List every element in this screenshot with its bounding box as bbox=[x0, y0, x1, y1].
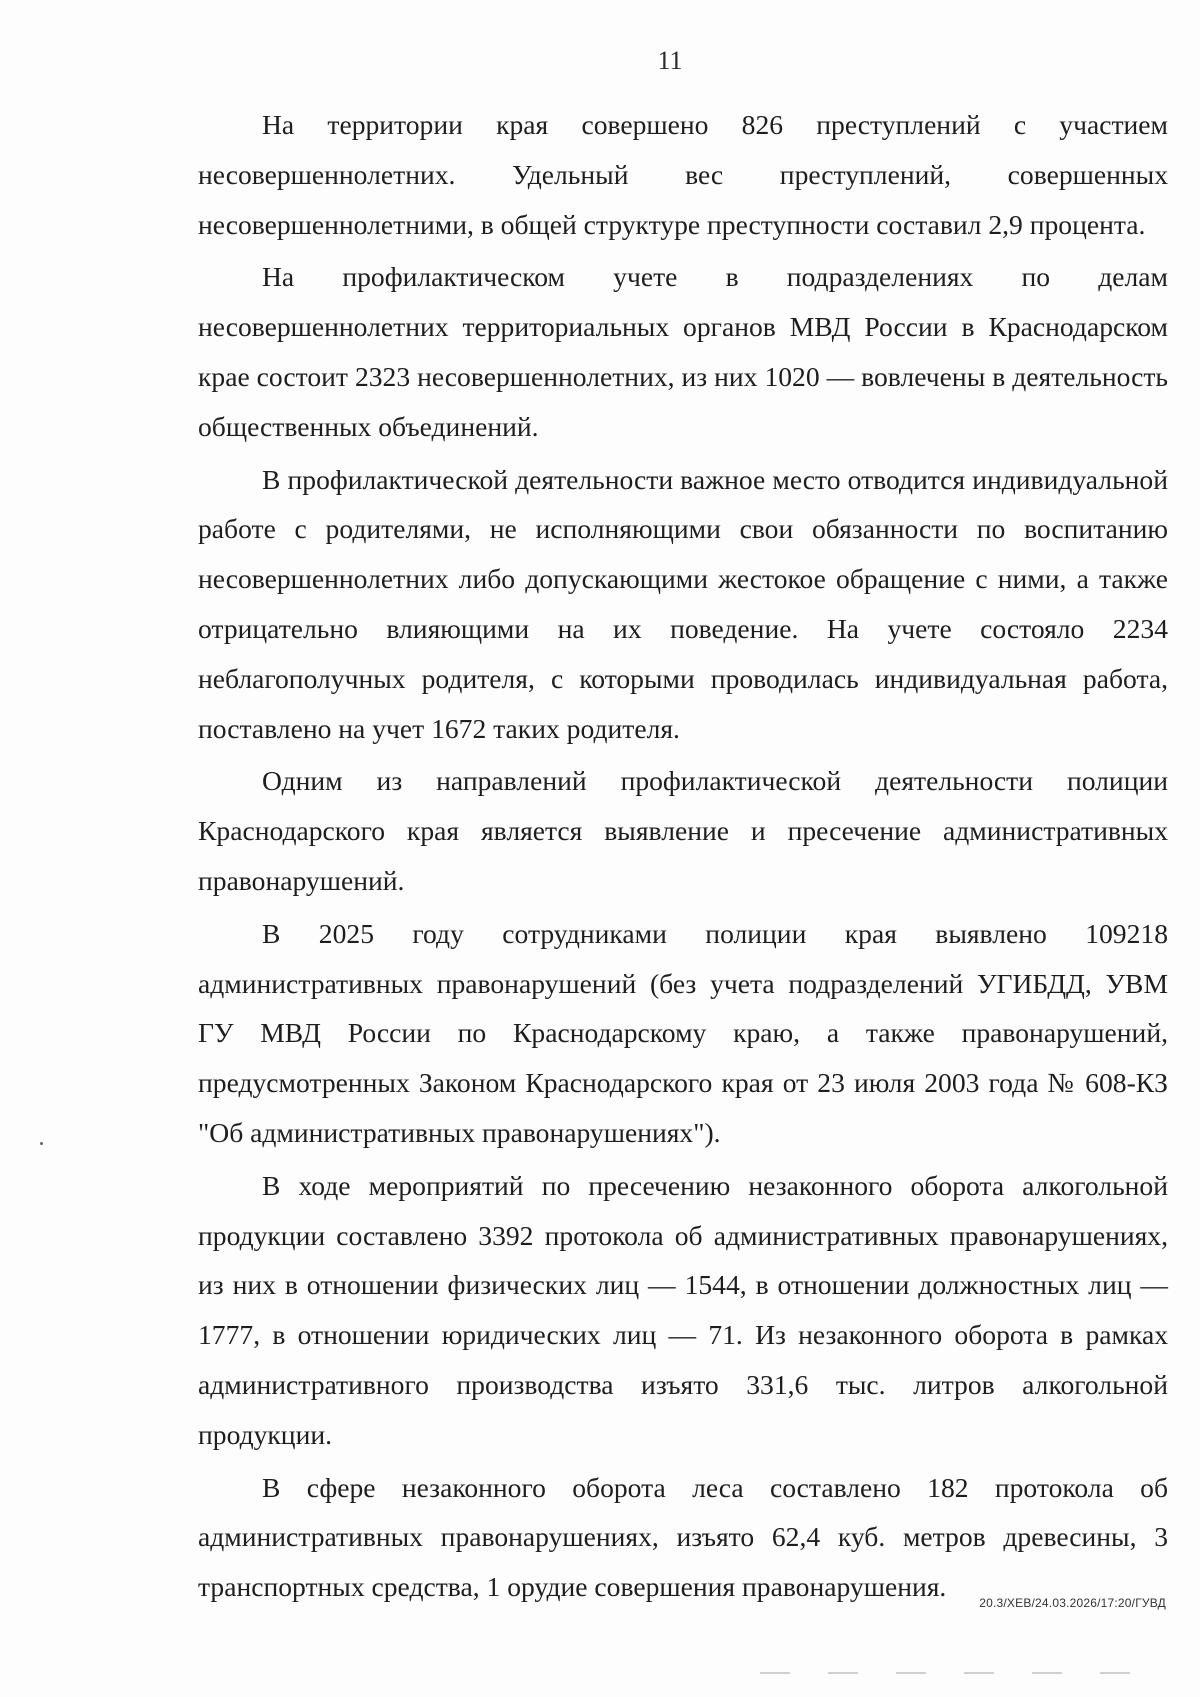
scan-edge-marks bbox=[760, 1672, 1180, 1676]
document-body bbox=[198, 100, 1168, 1615]
paragraph-juvenile-crimes: На территории края совершено 826 преступлений с участием несовершеннолетних. Удельный вес преступлений, совершенных несовершеннолетними, в общей структуре преступности составил 2,9 процента. bbox=[198, 109, 1168, 240]
paragraph-work-with-parents: В профилактической деятельности важное место отводится индивидуальной работе с родителями, не исполняющими свои обязанности по воспитанию несовершеннолетних либо допускающими жестокое обращение с ними, а также отрицательно влияющими на их поведение. На учете состояло 2234 неблагополучных родителя, с которыми проводилась индивидуальная работа, поставлено на учет 1672 таких родителя. bbox=[198, 463, 1168, 744]
edge-mark bbox=[1100, 1672, 1130, 1674]
edge-mark bbox=[828, 1672, 858, 1674]
edge-mark bbox=[1032, 1672, 1062, 1674]
paragraph-preventive-registration: На профилактическом учете в подразделениях по делам несовершеннолетних территориальных органов МВД России в Краснодарском крае состоит 2323 несовершеннолетних, из них 1020 — вовлечены в деятельность общественных объединений. bbox=[198, 261, 1168, 442]
registration-stamp: 20.3/ХЕВ/24.03.2026/17:20/ГУВД bbox=[979, 1596, 1166, 1610]
paragraph-alcohol-turnover: В ходе мероприятий по пресечению незаконного оборота алкогольной продукции составлено 3392 протокола об административных правонарушениях, из них в отношении физических лиц — 1544, в отношении должностных лиц — 1777, в отношении юридических лиц — 71. Из незаконного оборота в рамках административного производства изъято 331,6 тыс. литров алкогольной продукции. bbox=[198, 1169, 1168, 1450]
edge-mark bbox=[964, 1672, 994, 1674]
page-number: 11 bbox=[657, 46, 683, 75]
paragraph-timber-turnover: В сфере незаконного оборота леса составлено 182 протокола об административных правонарушениях, изъято 62,4 куб. метров древесины, 3 транспортных средства, 1 орудие совершения правонарушения. bbox=[198, 1471, 1168, 1603]
paragraph-administrative-offenses-2025: В 2025 году сотрудниками полиции края выявлено 109218 административных правонарушений (без учета подразделений УГИБДД, УВМ ГУ МВД России по Краснодарскому краю, а также правонарушений, предусмотренных Законом Краснодарского края от 23 июля 2003 года № 608-КЗ "Об административных правонарушениях"). bbox=[198, 917, 1168, 1148]
edge-mark bbox=[896, 1672, 926, 1674]
scan-speck bbox=[40, 1142, 43, 1145]
paragraph-administrative-offenses-intro: Одним из направлений профилактической деятельности полиции Краснодарского края является выявление и пресечение административных правонарушений. bbox=[198, 765, 1168, 896]
edge-mark bbox=[760, 1672, 790, 1674]
